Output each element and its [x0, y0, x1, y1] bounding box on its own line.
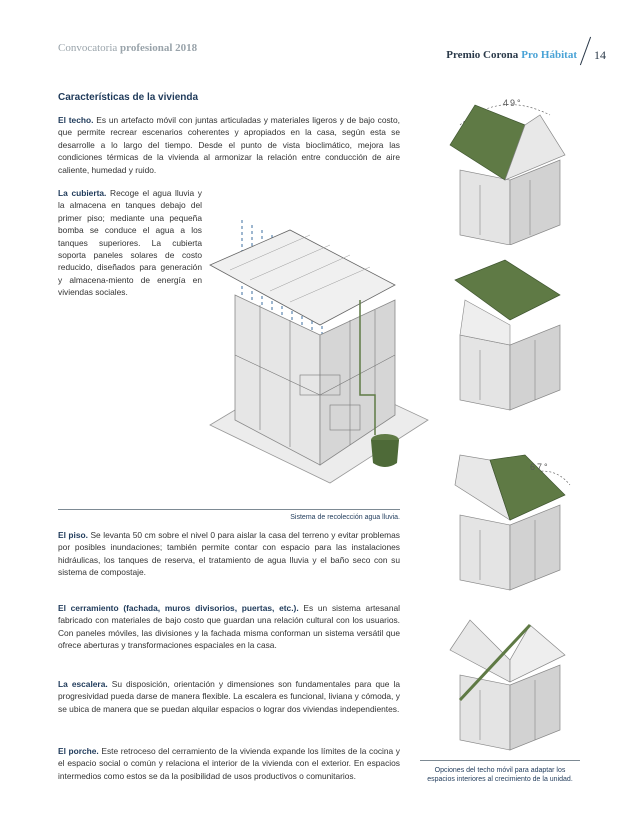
- piso-lead: El piso.: [58, 530, 88, 540]
- page-number: 14: [594, 47, 606, 62]
- angle-label-67: 67°: [530, 462, 550, 472]
- piso-text: Se levanta 50 cm sobre el nivel 0 para aislar la casa del terreno y evitar problemas por posibles inundaciones; también permite contar con espacio para las instalaciones hidráulicas, los tanques de reserva, el tratamiento de agua lluvia y el baño seco con su sistema de compostaje.: [58, 530, 400, 578]
- caption-rule-right: [420, 760, 580, 761]
- roof-option-1-illustration: [430, 85, 580, 245]
- header-slash-divider: [580, 37, 591, 66]
- brand-accent: Pro Hábitat: [521, 49, 577, 61]
- cubierta-text: Recoge el agua lluvia y la almacena en tanques debajo del primer piso; mediante una pequeña bomba se conduce el agua a los tanques superiores. La cubierta soporta paneles solares de costo reducido, diseñados para generación y almacena-miento de energía en viviendas sociales.: [58, 188, 202, 298]
- cerramiento-lead: El cerramiento (fachada, muros divisorios, puertas, etc.).: [58, 603, 299, 613]
- rain-collection-illustration: [200, 215, 430, 495]
- header-issue: [58, 42, 197, 54]
- paragraph-cerramiento: [58, 602, 400, 652]
- escalera-lead: La escalera.: [58, 679, 108, 689]
- header-brand: [446, 40, 606, 70]
- header-issue-text: Convocatoria: [58, 42, 118, 54]
- angle-label-49: 49°: [503, 98, 523, 108]
- caption-roof-options: Opciones del techo móvil para adaptar los espacios interiores al crecimiento de la unidad.: [427, 767, 573, 783]
- techo-text: Es un artefacto móvil con juntas articuladas y materiales ligeros y de bajo costo, que permite recrear escenarios coherentes y apropiados en la casa, según esta se desarrolle a lo largo del tiempo. Desde el punto de vista bioclimático, mejora las condiciones térmicas de la vivienda al armonizar la relación entre conducción de aire caliente, humedad y ruido.: [58, 115, 400, 175]
- paragraph-porche: [58, 745, 400, 782]
- section-title: Características de la vivienda: [58, 92, 199, 103]
- paragraph-piso: [58, 529, 400, 579]
- caption-rule-top: [58, 509, 400, 510]
- escalera-text: Su disposición, orientación y dimensiones son fundamentales para que la progresividad pueda darse de manera flexible. La escalera es funcional, liviana y cómoda, y se ubica de manera que se puedan alquilar espacios o lograr dos viviendas independientes.: [58, 679, 400, 714]
- cubierta-lead: La cubierta.: [58, 188, 107, 198]
- caption-rain-system: Sistema de recolección agua lluvia.: [290, 514, 400, 521]
- techo-lead: El techo.: [58, 115, 94, 125]
- paragraph-techo: [58, 114, 400, 176]
- porche-text: Este retroceso del cerramiento de la vivienda expande los límites de la cocina y el espacio social o común y relaciona el interior de la vivienda con el exterior. En espacios intermedios como estos se da la posibilidad de usos productivos o comunitarios.: [58, 746, 400, 781]
- roof-option-2-illustration: [430, 255, 580, 415]
- brand-name: Premio Corona: [446, 49, 519, 61]
- roof-option-4-illustration: [430, 600, 580, 760]
- porche-lead: El porche.: [58, 746, 99, 756]
- paragraph-cubierta: [58, 187, 202, 299]
- cerramiento-text: Es un sistema artesanal fabricado con materiales de bajo costo que guardan una relación cultural con los usuarios. Con paneles móviles, las divisiones y la fachada misma conforman un sistema versátil que ofrece aberturas y transformaciones espaciales en la casa.: [58, 603, 400, 651]
- header-issue-year: profesional 2018: [120, 42, 198, 54]
- roof-option-3-illustration: [430, 440, 580, 600]
- paragraph-escalera: [58, 678, 400, 715]
